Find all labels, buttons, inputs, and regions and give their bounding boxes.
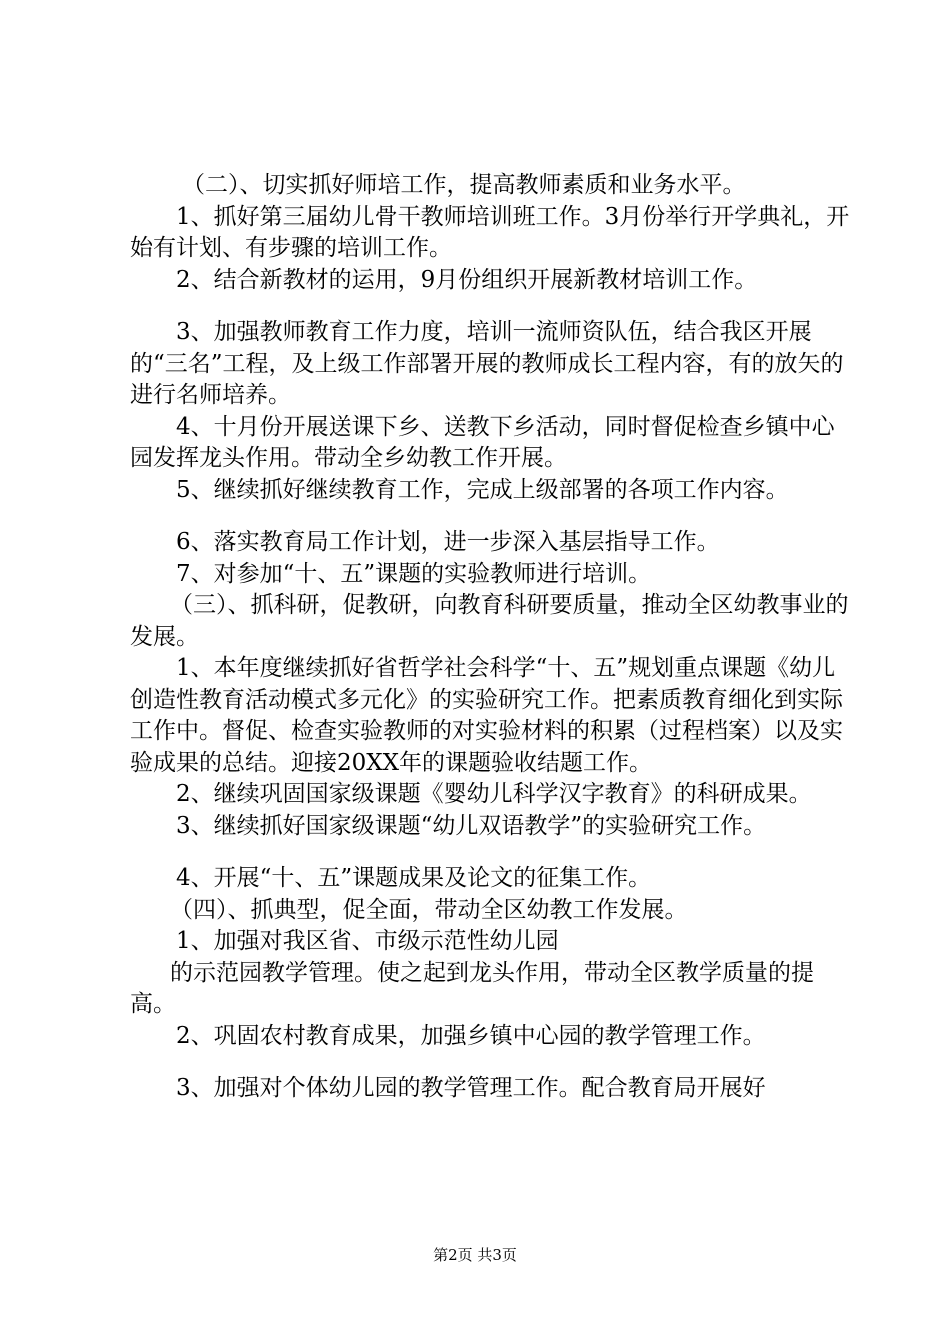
- page-footer: 第2页 共3页: [433, 1246, 517, 1264]
- document-body: [130, 170, 850, 1105]
- paragraph-gap: [130, 296, 850, 317]
- paragraph-item-6: 6、落实教育局工作计划，进一步深入基层指导工作。: [176, 529, 720, 555]
- paragraph-item-3: 3、继续抓好国家级课题“幼儿双语教学”的实验研究工作。: [176, 812, 767, 839]
- section-heading-4: （四）、抓典型，促全面，带动全区幼教工作发展。: [170, 896, 688, 923]
- paragraph-item-5: 5、继续抓好继续教育工作，完成上级部署的各项工作内容。: [176, 476, 789, 503]
- paragraph-item-1: 1、本年度继续抓好省哲学社会科学“十、五”规划重点课题《幼儿创造性教育活动模式多元化》的实验研究工作。把素质教育细化到实际工作中。督促、检查实验教师的对实验材料的积累（过程档案）以及实验成果的总结。迎接20XX年的课题验收结题工作。: [130, 655, 843, 776]
- paragraph-item-2: 2、继续巩固国家级课题《婴幼儿科学汉字教育》的科研成果。: [176, 781, 812, 807]
- paragraph-item-4: 4、十月份开展送课下乡、送教下乡活动，同时督促检查乡镇中心园发挥龙头作用。带动全乡幼教工作开展。: [130, 413, 835, 471]
- paragraph-gap: [130, 1052, 850, 1073]
- paragraph-item-1: 1、加强对我区省、市级示范性幼儿园: [176, 928, 559, 954]
- section-heading-2: （二）、切实抓好师培工作，提高教师素质和业务水平。: [182, 172, 746, 198]
- paragraph-item-3: 3、加强对个体幼儿园的教学管理工作。配合教育局开展好: [176, 1075, 766, 1101]
- paragraph-item-2: 2、巩固农村教育成果，加强乡镇中心园的教学管理工作。: [176, 1022, 766, 1049]
- paragraph-item-7: 7、对参加“十、五”课题的实验教师进行培训。: [176, 560, 652, 587]
- paragraph-gap: [130, 842, 850, 863]
- paragraph-item-1: 1、抓好第三届幼儿骨干教师培训班工作。3月份举行开学典礼，开始有计划、有步骤的培训工作。: [130, 203, 850, 261]
- paragraph-continuation: 的示范园教学管理。使之起到龙头作用，带动全区教学质量的提高。: [130, 959, 814, 1017]
- paragraph-item-2: 2、结合新教材的运用，9月份组织开展新教材培训工作。: [176, 266, 758, 293]
- paragraph-item-3: 3、加强教师教育工作力度，培训一流师资队伍，结合我区开展的“三名”工程，及上级工作部署开展的教师成长工程内容，有的放矢的进行名师培养。: [130, 319, 844, 408]
- paragraph-item-4: 4、开展“十、五”课题成果及论文的征集工作。: [176, 865, 652, 891]
- paragraph-gap: [130, 506, 850, 527]
- section-heading-3: （三）、抓科研，促教研，向教育科研要质量，推动全区幼教事业的发展。: [130, 592, 849, 650]
